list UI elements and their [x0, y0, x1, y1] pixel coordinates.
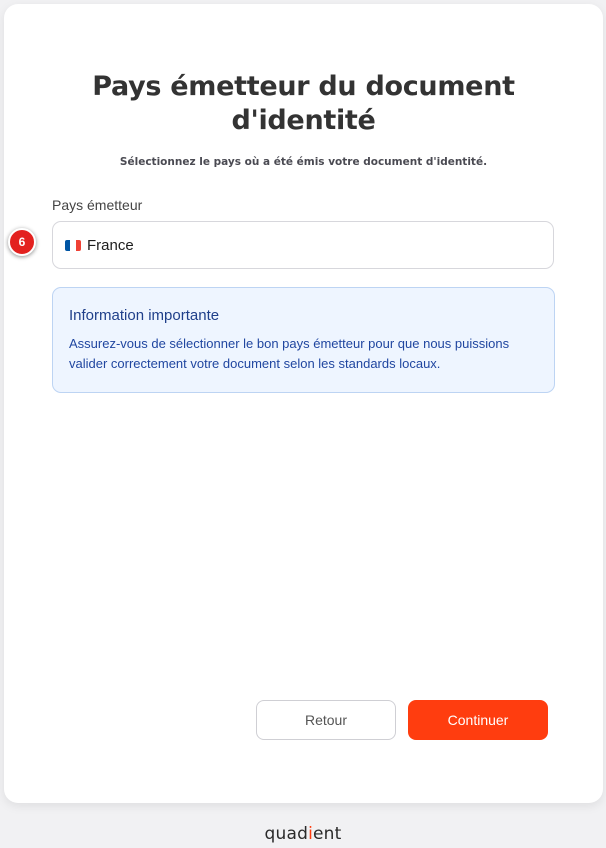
info-box-title: Information importante: [69, 307, 220, 324]
logo-text-start: quad: [264, 824, 309, 844]
page-title: Pays émetteur du document d'identité: [92, 71, 515, 136]
quadient-logo: [0, 824, 606, 844]
step-badge: 6: [8, 228, 36, 256]
continue-button[interactable]: Continuer: [408, 700, 548, 740]
logo-text-end: ent: [313, 824, 342, 844]
france-flag-icon: [65, 240, 81, 251]
info-box-text: Assurez-vous de sélectionner le bon pays émetteur pour que nous puissions valider correctement votre document selon les standards locaux.: [69, 336, 510, 371]
country-field-label: Pays émetteur: [52, 197, 143, 213]
main-card: [4, 4, 603, 803]
logo-text-accent: i: [308, 824, 313, 844]
back-button[interactable]: Retour: [256, 700, 396, 740]
country-select-value: France: [87, 236, 134, 254]
info-box: [52, 287, 555, 393]
page-subtitle: Sélectionnez le pays où a été émis votre document d'identité.: [119, 156, 488, 168]
country-select[interactable]: [52, 221, 554, 269]
